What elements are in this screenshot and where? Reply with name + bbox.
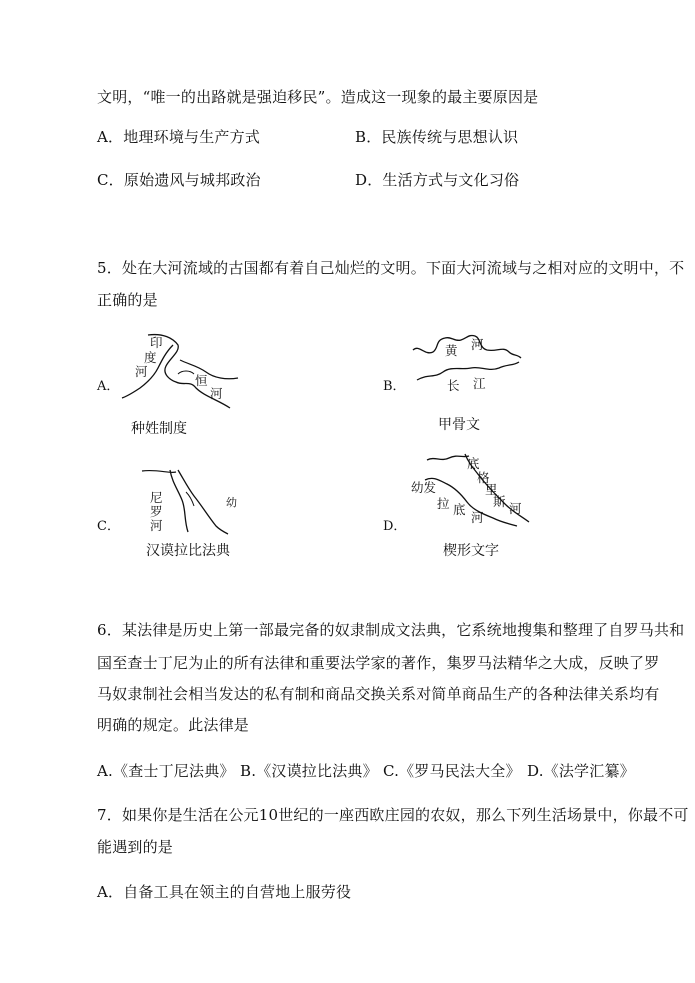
q5-option-d-caption: 楔形文字: [443, 543, 499, 559]
nile-label-luo: 罗: [150, 504, 163, 519]
q5-option-b-caption: 甲骨文: [438, 417, 480, 433]
huanghe-label-he: 河: [471, 337, 484, 352]
ganges-label-he: 河: [210, 386, 223, 401]
ganges-label-heng: 恒: [195, 373, 208, 388]
q5-option-b-label: B．: [383, 379, 406, 394]
nile-label-ni: 尼: [150, 490, 163, 505]
q6-option-d: D.《法学汇纂》: [527, 762, 635, 780]
tigris-label-ge: 格: [477, 470, 490, 485]
nile-map: [120, 466, 245, 538]
q5-stem-line1: 5．处在大河流域的古国都有着自己灿烂的文明。下面大河流域与之相对应的文明中，不: [97, 259, 685, 277]
q4-option-a: A．地理环境与生产方式: [97, 128, 261, 146]
q4-option-c: C．原始遗风与城邦政治: [97, 171, 261, 189]
changjiang-label-jiang: 江: [473, 376, 486, 391]
q6-option-b: B.《汉谟拉比法典》: [240, 762, 378, 780]
euphrates-label-la: 拉: [437, 496, 450, 511]
q4-option-d: D．生活方式与文化习俗: [355, 171, 520, 189]
q4-stem-tail: 文明，“唯一的出路就是强迫移民”。造成这一现象的最主要原因是: [97, 88, 539, 106]
euphrates-label-youfa: 幼发: [411, 480, 437, 495]
indus-label-du: 度: [144, 350, 157, 365]
q6-option-c: C.《罗马民法大全》: [383, 762, 521, 780]
q7-line1: 7．如果你是生活在公元10世纪的一座西欧庄园的农奴，那么下列生活场景中，你最不可: [97, 806, 689, 824]
indus-ganges-map: [118, 330, 243, 415]
q6-line2: 国至查士丁尼为止的所有法律和重要法学家的著作，集罗马法精华之大成，反映了罗: [97, 654, 660, 672]
q7-line2: 能遇到的是: [97, 838, 174, 856]
q5-option-c-label: C．: [97, 519, 120, 534]
q5-option-a-label: A．: [97, 379, 120, 394]
tigris-label-si: 斯: [493, 494, 506, 509]
q5-stem-line2: 正确的是: [97, 291, 158, 309]
q7-option-a: A．自备工具在领主的自营地上服劳役: [97, 883, 352, 901]
nile-label-he: 河: [150, 518, 163, 533]
q5-option-d-label: D．: [383, 519, 407, 534]
q4-option-b: B．民族传统与思想认识: [355, 128, 519, 146]
tigris-label-li: 里: [485, 482, 498, 497]
q6-option-a: A.《查士丁尼法典》: [97, 762, 235, 780]
tigris-label-he: 河: [509, 501, 522, 516]
changjiang-label-chang: 长: [447, 378, 460, 393]
q6-line1: 6．某法律是历史上第一部最完备的奴隶制成文法典，它系统地搜集和整理了自罗马共和: [97, 621, 685, 639]
huanghe-label-huang: 黄: [445, 343, 458, 358]
tigris-euphrates-map: [405, 450, 535, 532]
tigris-label-di: 底: [467, 456, 480, 471]
euphrates-label-he: 河: [471, 510, 484, 525]
q5-option-c-caption: 汉谟拉比法典: [146, 543, 230, 559]
euphrates-label-di: 底: [453, 502, 466, 517]
indus-label-he: 河: [135, 364, 148, 379]
q6-line3: 马奴隶制社会相当发达的私有制和商品交换关系对简单商品生产的各种法律关系均有: [97, 685, 660, 703]
huanghe-changjiang-map: [405, 330, 525, 400]
indus-label-yin: 印: [150, 335, 163, 350]
q5-option-a-caption: 种姓制度: [131, 421, 187, 437]
q6-line4: 明确的规定。此法律是: [97, 716, 250, 734]
euphrates-label-you: 幼: [226, 496, 237, 509]
